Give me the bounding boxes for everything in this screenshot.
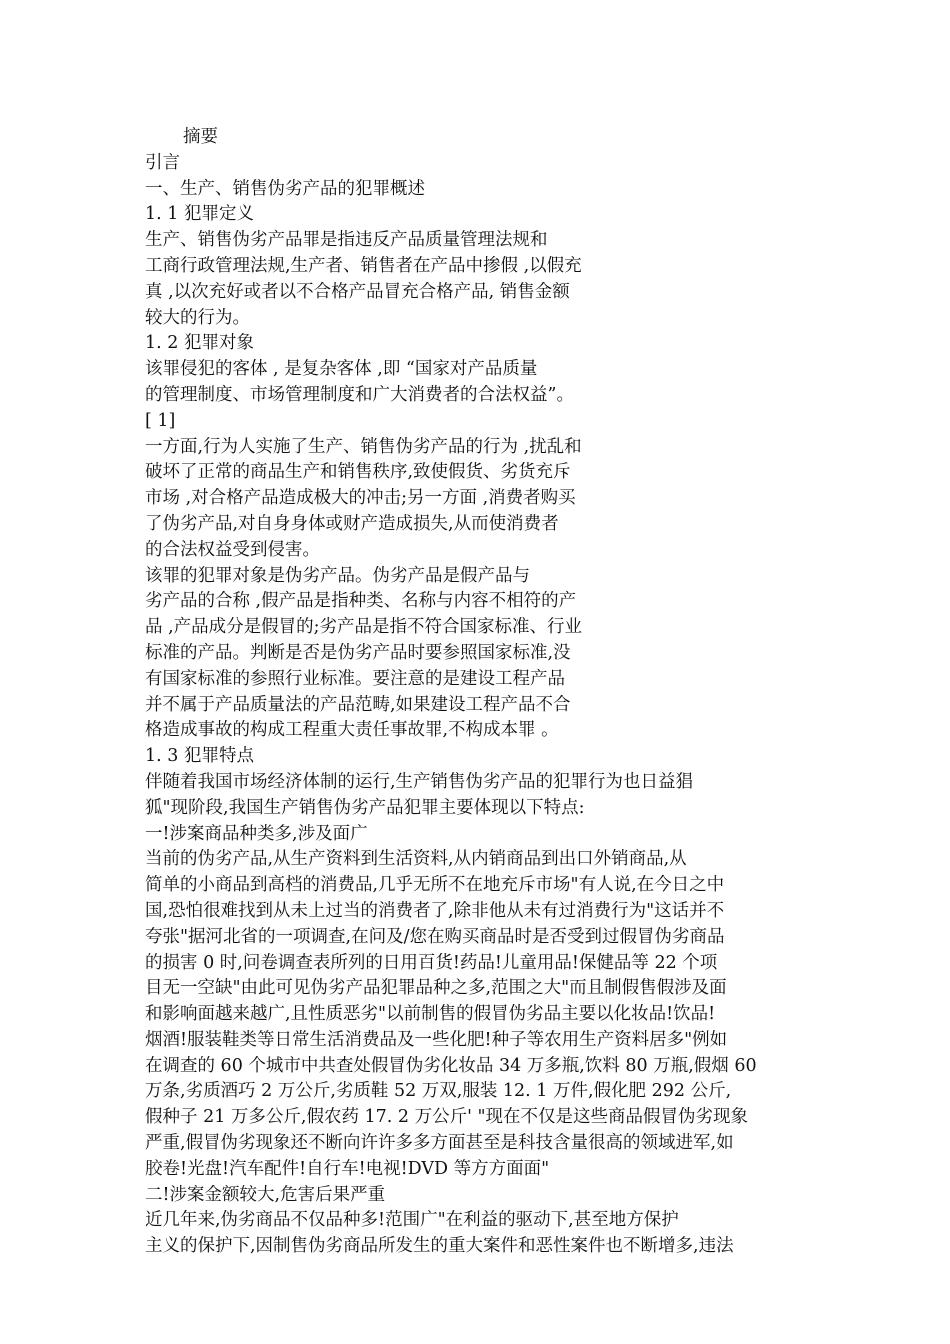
text-line: 假种子 21 万多公斤,假农药 17. 2 万公斤' "现在不仅是这些商品假冒伪劣现象 [145,1107,749,1128]
text-line: 一!涉案商品种类多,涉及面广 [145,823,368,844]
text-line: 伴随着我国市场经济体制的运行,生产销售伪劣产品的犯罪行为也日益猖 [145,771,694,792]
text-line: 了伪劣产品,对自身身体或财产造成损失,从而使消费者 [145,513,559,534]
text-line: 1. 2 犯罪对象 [145,333,254,354]
text-line: 劣产品的合称 ,假产品是指种类、名称与内容不相符的产 [145,591,577,612]
text-line: 简单的小商品到高档的消费品,几乎无所不在地充斥市场"有人说,在今日之中 [145,875,725,896]
document-body [145,125,805,1260]
text-line: 烟酒!服装鞋类等日常生活消费品及一些化肥!种子等农用生产资料居多"例如 [145,1029,728,1050]
text-line: 有国家标准的参照行业标准。要注意的是建设工程产品 [145,668,565,689]
text-line: 近几年来,伪劣商品不仅品种多!范围广"在利益的驱动下,甚至地方保护 [145,1210,679,1231]
text-line: 在调查的 60 个城市中共查处假冒伪劣化妆品 34 万多瓶,饮料 80 万瓶,假烟 60 [145,1055,757,1076]
text-line: 该罪的犯罪对象是伪劣产品。伪劣产品是假产品与 [145,565,530,586]
text-line: 一方面,行为人实施了生产、销售伪劣产品的行为 ,扰乱和 [145,436,582,457]
text-line: 并不属于产品质量法的产品范畴,如果建设工程产品不合 [145,694,571,715]
text-line: 该罪侵犯的客体 , 是复杂客体 ,即 “国家对产品质量 [145,359,538,380]
text-line: 破坏了正常的商品生产和销售秩序,致使假货、劣货充斥 [145,462,571,483]
text-line: 胶卷!光盘!汽车配件!自行车!电视!DVD 等方方面面" [145,1158,550,1179]
text-line: 1. 3 犯罪特点 [145,746,254,767]
text-line: 夸张"据河北省的一项调查,在问及/您在购买商品时是否受到过假冒伪劣商品 [145,926,725,947]
text-line: 当前的伪劣产品,从生产资料到生活资料,从内销商品到出口外销商品,从 [145,849,687,870]
text-line: 万条,劣质酒巧 2 万公斤,劣质鞋 52 万双,服装 12. 1 万件,假化肥 292 公斤, [145,1081,732,1102]
text-line: 二!涉案金额较大,危害后果严重 [145,1184,386,1205]
text-line: [ 1] [145,410,176,431]
text-line: 严重,假冒伪劣现象还不断向许许多多方面甚至是科技含量很高的领域进军,如 [145,1133,734,1154]
text-line: 目无一空缺"由此可见伪劣产品犯罪品种之多,范围之大"而且制假售假涉及面 [145,978,727,999]
text-line: 格造成事故的构成工程重大责任事故罪,不构成本罪 。 [145,720,559,741]
text-line: 引言 [145,152,180,173]
text-line: 较大的行为。 [145,307,250,328]
text-line: 的合法权益受到侵害。 [145,539,320,560]
text-line: 的损害 0 时,问卷调查表所列的日用百货!药品!儿童用品!保健品等 22 个项 [145,952,718,973]
text-line: 真 ,以次充好或者以不合格产品冒充合格产品, 销售金额 [145,281,570,302]
text-line: 标准的产品。判断是否是伪劣产品时要参照国家标准,没 [145,642,571,663]
text-line: 国,恐怕很难找到从未上过当的消费者了,除非他从未有过消费行为"这话并不 [145,900,725,921]
text-line: 品 ,产品成分是假冒的;劣产品是指不符合国家标准、行业 [145,617,583,638]
text-line: 1. 1 犯罪定义 [145,204,254,225]
text-line: 狐"现阶段,我国生产销售伪劣产品犯罪主要体现以下特点: [145,797,585,818]
text-line: 的管理制度、市场管理制度和广大消费者的合法权益”。 [145,384,574,405]
text-line: 主义的保护下,因制售伪劣商品所发生的重大案件和恶性案件也不断增多,违法 [145,1236,734,1257]
text-line: 工商行政管理法规,生产者、销售者在产品中掺假 ,以假充 [145,255,582,276]
text-line: 和影响面越来越广,且性质恶劣"以前制售的假冒伪劣品主要以化妆品!饮品! [145,1004,716,1025]
text-line: 一、生产、销售伪劣产品的犯罪概述 [145,178,425,199]
text-line: 生产、销售伪劣产品罪是指违反产品质量管理法规和 [145,230,548,251]
text-line: 市场 ,对合格产品造成极大的冲击;另一方面 ,消费者购买 [145,488,576,509]
abstract-heading: 摘要 [183,127,218,147]
